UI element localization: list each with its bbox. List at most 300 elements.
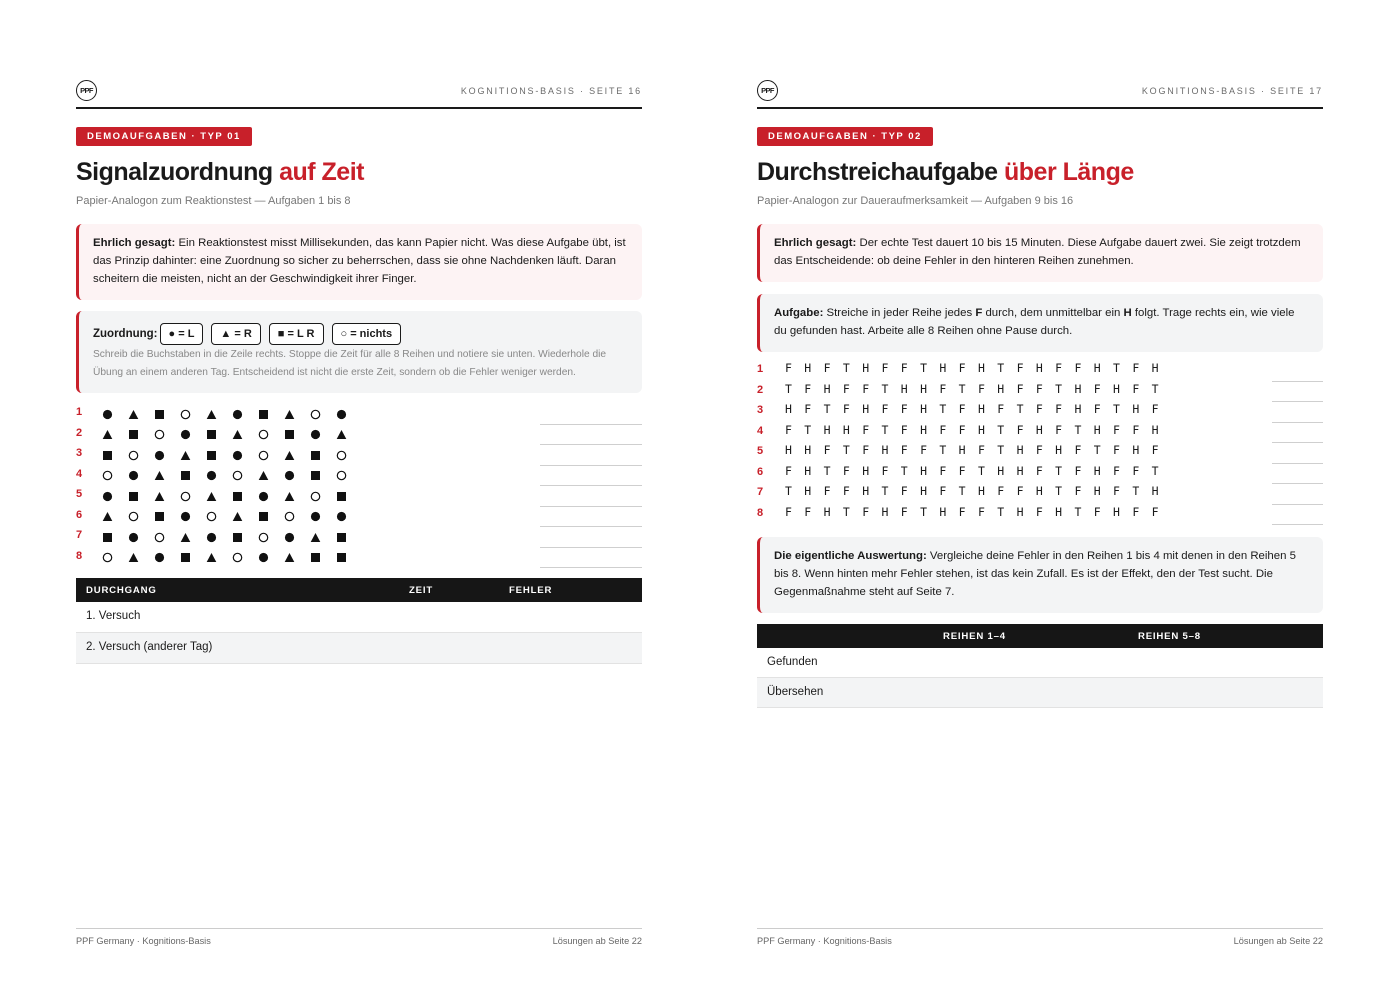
square-icon (180, 466, 206, 486)
square-icon (284, 425, 310, 445)
task-text-1: Streiche in jeder Reihe jedes (823, 307, 976, 319)
letter[interactable]: F (1093, 504, 1101, 519)
letter[interactable]: H (1074, 381, 1082, 396)
letter[interactable]: H (997, 381, 1005, 396)
letter[interactable]: H (785, 402, 792, 416)
ppf-logo: PPF (757, 80, 778, 101)
letter[interactable]: T (997, 361, 1005, 375)
row-number: 6 (757, 465, 764, 478)
letter[interactable]: T (842, 361, 850, 375)
circle-filled-icon (128, 527, 154, 547)
letter[interactable]: F (958, 361, 966, 375)
chip-square: ■ = L R (269, 323, 324, 345)
table-header (76, 578, 642, 602)
letter[interactable]: F (1055, 361, 1063, 375)
circle-filled-icon (336, 404, 362, 424)
letter[interactable]: F (1151, 402, 1159, 416)
letter-row (757, 382, 1323, 403)
letter[interactable]: T (997, 422, 1005, 437)
letter[interactable]: H (804, 463, 812, 478)
letter[interactable]: H (1093, 361, 1101, 375)
letter[interactable]: H (862, 361, 870, 375)
circle-filled-icon (232, 404, 258, 424)
circle-empty-icon (180, 486, 206, 506)
symbol-row (76, 404, 642, 425)
note-text: Ein Reaktionstest misst Millisekunden, das kann Papier nicht. Was diese Aufgabe übt, ist das Prinzip dahinter: eine Zuordnung so sicher zu beherrschen, dass sie ohne Nachdenken läuft. Daran scheitern die meisten, nicht an der Geschwindigkeit ihrer Finger. (93, 237, 626, 285)
letter[interactable]: H (1132, 443, 1140, 457)
row-number: 3 (76, 447, 83, 459)
letter[interactable]: F (862, 381, 870, 396)
circle-empty-icon (154, 425, 180, 445)
letter[interactable]: H (804, 361, 812, 375)
letter[interactable]: F (920, 443, 928, 457)
square-icon (310, 445, 336, 465)
letter[interactable]: F (900, 484, 908, 498)
letter[interactable]: T (958, 381, 966, 396)
letter[interactable]: H (804, 443, 812, 457)
circle-empty-icon (206, 507, 232, 527)
letter[interactable]: H (1132, 402, 1140, 416)
triangle-icon (154, 486, 180, 506)
letter-sequence (785, 361, 1171, 375)
letter[interactable]: H (1055, 443, 1063, 457)
letter[interactable]: F (785, 422, 792, 437)
letter[interactable]: T (881, 381, 889, 396)
letter[interactable]: T (1055, 484, 1063, 498)
letter[interactable]: T (939, 402, 947, 416)
triangle-icon (102, 425, 128, 445)
symbol-row (76, 527, 642, 548)
letter[interactable]: T (785, 484, 792, 498)
letter[interactable]: F (958, 422, 966, 437)
letter[interactable]: F (1151, 504, 1159, 519)
letter[interactable]: F (1093, 381, 1101, 396)
letter[interactable]: H (958, 443, 966, 457)
triangle-icon (102, 507, 128, 527)
square-icon (336, 486, 362, 506)
letter[interactable]: F (958, 402, 966, 416)
letter[interactable]: H (920, 484, 928, 498)
letter[interactable]: H (1035, 422, 1043, 437)
row-number: 4 (757, 424, 764, 437)
circle-filled-icon (258, 548, 284, 568)
letter[interactable]: T (1113, 402, 1120, 416)
row-number: 8 (76, 549, 83, 562)
letter[interactable]: F (977, 443, 985, 457)
circle-empty-icon (336, 445, 362, 465)
footer-right: Lösungen ab Seite 22 (1233, 936, 1323, 946)
letter[interactable]: F (1113, 484, 1120, 498)
letter[interactable]: F (1093, 402, 1101, 416)
circle-filled-icon (310, 425, 336, 445)
note-label: Ehrlich gesagt: (93, 237, 176, 249)
letter[interactable]: T (1074, 422, 1082, 437)
letter[interactable]: H (939, 504, 947, 519)
letter[interactable]: F (939, 422, 947, 437)
letter[interactable]: H (1113, 504, 1120, 519)
square-icon (180, 548, 206, 568)
symbol-row (76, 486, 642, 507)
triangle-icon (180, 445, 206, 465)
task-box (757, 294, 1323, 352)
square-icon (128, 425, 154, 445)
col-durchgang: DURCHGANG (86, 585, 157, 596)
letter[interactable]: H (1016, 463, 1024, 478)
symbol-sequence (102, 548, 362, 568)
circle-filled-icon (336, 507, 362, 527)
result-table (757, 624, 1323, 708)
letter-sequence (785, 464, 1171, 478)
letter[interactable]: F (842, 463, 850, 478)
letter[interactable]: F (1016, 381, 1024, 396)
letter[interactable]: T (1055, 463, 1063, 478)
row-number: 6 (76, 508, 83, 521)
letter[interactable]: H (977, 361, 985, 375)
letter[interactable]: F (939, 463, 947, 478)
letter[interactable]: T (997, 504, 1005, 519)
letter[interactable]: T (1132, 484, 1140, 498)
letter[interactable]: F (804, 381, 812, 396)
letter[interactable]: F (842, 381, 850, 396)
letter[interactable]: F (1016, 361, 1024, 375)
letter[interactable]: T (920, 504, 928, 519)
square-icon (310, 466, 336, 486)
circle-empty-icon (258, 445, 284, 465)
square-icon (258, 507, 284, 527)
row-number: 8 (757, 506, 764, 519)
table-header (757, 624, 1323, 648)
letter[interactable]: H (881, 504, 889, 519)
letter[interactable]: F (997, 484, 1005, 498)
circle-empty-icon (102, 548, 128, 568)
letter[interactable]: T (785, 381, 792, 396)
letter[interactable]: F (1055, 422, 1063, 437)
letter[interactable]: F (1035, 504, 1043, 519)
symbol-sequence (102, 486, 362, 506)
letter[interactable]: H (1093, 422, 1101, 437)
letter[interactable]: H (920, 381, 928, 396)
note-label: Ehrlich gesagt: (774, 237, 857, 249)
mapping-instructions: Schreib die Buchstaben in die Zeile rechts. Stoppe die Zeit für alle 8 Reihen und notiere sie unten. Wiederhole die Übung an einem anderen Tag. Entscheidend ist nicht die erste Zeit, sondern ob die Fehler weniger werden. (93, 349, 607, 378)
letter[interactable]: H (1055, 504, 1063, 519)
letter[interactable]: H (823, 422, 831, 437)
title-main: Durchstreichaufgabe (757, 158, 1005, 186)
page-title (757, 158, 1134, 187)
count-line[interactable] (1272, 524, 1323, 525)
letter[interactable]: T (1151, 463, 1159, 478)
letter[interactable]: H (920, 402, 928, 416)
table-row (757, 648, 1323, 678)
header-page-label: KOGNITIONS-BASIS · SEITE 17 (1141, 86, 1323, 96)
letter[interactable]: H (881, 443, 889, 457)
letter[interactable]: F (1074, 443, 1082, 457)
letter[interactable]: F (1074, 463, 1082, 478)
letter[interactable]: F (977, 381, 985, 396)
task-letter-f: F (975, 307, 983, 319)
honesty-note (76, 224, 642, 300)
letter[interactable]: T (881, 484, 889, 498)
letter[interactable]: F (785, 463, 792, 478)
letter[interactable]: F (823, 484, 831, 498)
letter[interactable]: H (842, 422, 850, 437)
letter[interactable]: H (900, 381, 908, 396)
letter[interactable]: F (900, 504, 908, 519)
triangle-icon (232, 507, 258, 527)
letter[interactable]: H (1016, 504, 1024, 519)
table-row (757, 678, 1323, 708)
square-icon (232, 527, 258, 547)
letter[interactable]: F (958, 504, 966, 519)
letter[interactable]: F (1074, 361, 1082, 375)
task-letter-h: H (1123, 307, 1132, 319)
letter[interactable]: T (823, 402, 831, 416)
letter[interactable]: F (1113, 443, 1120, 457)
page-header (76, 78, 642, 109)
letter[interactable]: F (862, 443, 870, 457)
section-tag: DEMOAUFGABEN · TYP 02 (757, 127, 933, 146)
note-text: Der echte Test dauert 10 bis 15 Minuten. Diese Aufgabe dauert zwei. Sie zeigt trotzdem das Entscheidende: ob deine Fehler in den hinteren Reihen zunehmen. (774, 237, 1301, 267)
letter[interactable]: H (1113, 381, 1120, 396)
letter[interactable]: H (977, 484, 985, 498)
chip-circle-empty: ○ = nichts (332, 323, 402, 345)
answer-line[interactable] (540, 567, 642, 568)
letter[interactable]: F (1132, 463, 1140, 478)
letter-row (757, 423, 1323, 444)
circle-filled-icon (206, 527, 232, 547)
square-icon (310, 548, 336, 568)
letter[interactable]: H (823, 381, 831, 396)
page-title (76, 158, 364, 187)
letter[interactable]: T (881, 422, 889, 437)
circle-empty-icon (154, 527, 180, 547)
triangle-icon (206, 486, 232, 506)
symbol-row (76, 507, 642, 528)
letter[interactable]: H (939, 361, 947, 375)
letter[interactable]: F (900, 361, 908, 375)
col-reihen-5-8: REIHEN 5–8 (1138, 631, 1201, 642)
row-label: Übersehen (767, 686, 824, 698)
circle-filled-icon (284, 527, 310, 547)
circle-empty-icon (180, 404, 206, 424)
letter[interactable]: T (1093, 443, 1101, 457)
letter[interactable]: T (1074, 504, 1082, 519)
circle-empty-icon (128, 507, 154, 527)
letter[interactable]: F (1132, 381, 1140, 396)
symbol-sequence (102, 527, 362, 547)
letter[interactable]: H (1035, 484, 1043, 498)
letter[interactable]: T (920, 361, 928, 375)
letter[interactable]: T (804, 422, 812, 437)
circle-filled-icon (102, 404, 128, 424)
letter[interactable]: F (1035, 463, 1043, 478)
letter[interactable]: H (1151, 361, 1159, 375)
letter[interactable]: F (1132, 361, 1140, 375)
letter[interactable]: T (842, 504, 850, 519)
letter[interactable]: H (1151, 484, 1159, 498)
letter[interactable]: F (1113, 463, 1120, 478)
symbol-row (76, 445, 642, 466)
letter[interactable]: T (958, 484, 966, 498)
chip-circle-filled: ● = L (160, 323, 204, 345)
letter[interactable]: F (823, 443, 831, 457)
row-label: Gefunden (767, 656, 818, 668)
circle-filled-icon (180, 425, 206, 445)
page-17 (757, 0, 1323, 999)
circle-filled-icon (102, 486, 128, 506)
letter[interactable]: F (804, 402, 812, 416)
letter[interactable]: H (997, 463, 1005, 478)
circle-filled-icon (258, 486, 284, 506)
square-icon (102, 445, 128, 465)
letter[interactable]: F (939, 381, 947, 396)
letter[interactable]: F (1132, 422, 1140, 437)
letter[interactable]: T (1055, 381, 1063, 396)
letter[interactable]: F (823, 361, 831, 375)
letter[interactable]: H (862, 484, 870, 498)
letter[interactable]: F (900, 422, 908, 437)
row-number: 2 (76, 426, 83, 439)
row-number: 5 (757, 445, 764, 457)
letter[interactable]: T (977, 463, 985, 478)
circle-empty-icon (336, 466, 362, 486)
letter[interactable]: T (1151, 381, 1159, 396)
letter[interactable]: F (881, 361, 889, 375)
letter[interactable]: H (1035, 361, 1043, 375)
letter-sequence (785, 505, 1171, 519)
footer-left: PPF Germany · Kognitions-Basis (76, 936, 211, 946)
square-icon (232, 486, 258, 506)
letter[interactable]: F (1035, 402, 1043, 416)
letter[interactable]: F (977, 504, 985, 519)
letter[interactable]: T (900, 463, 908, 478)
letter[interactable]: H (1093, 484, 1101, 498)
footer-left: PPF Germany · Kognitions-Basis (757, 936, 892, 946)
letter[interactable]: F (804, 504, 812, 519)
letter[interactable]: F (1132, 504, 1140, 519)
letter[interactable]: H (823, 504, 831, 519)
task-label: Aufgabe: (774, 307, 824, 319)
letter[interactable]: H (1016, 443, 1024, 457)
letter[interactable]: F (862, 422, 870, 437)
row-number: 7 (757, 486, 764, 498)
letter[interactable]: F (881, 402, 889, 416)
symbol-row (76, 548, 642, 569)
letter[interactable]: T (823, 463, 831, 478)
letter[interactable]: F (1035, 381, 1043, 396)
letter-sequence (785, 443, 1171, 457)
page-subtitle: Papier-Analogon zur Daueraufmerksamkeit — Aufgaben 9 bis 16 (757, 195, 1074, 207)
letter-rows (757, 361, 1323, 525)
letter[interactable]: H (920, 422, 928, 437)
letter[interactable]: F (900, 402, 908, 416)
circle-filled-icon (232, 445, 258, 465)
square-icon (336, 527, 362, 547)
letter[interactable]: F (939, 484, 947, 498)
letter[interactable]: F (1074, 484, 1082, 498)
letter[interactable]: T (842, 443, 850, 457)
letter[interactable]: F (1055, 402, 1063, 416)
letter-sequence (785, 402, 1171, 416)
letter[interactable]: F (842, 484, 850, 498)
letter[interactable]: F (785, 504, 792, 519)
page-header (757, 78, 1323, 109)
letter[interactable]: F (958, 463, 966, 478)
letter[interactable]: H (804, 484, 812, 498)
letter[interactable]: T (939, 443, 947, 457)
square-icon (128, 486, 154, 506)
letter[interactable]: T (1016, 402, 1024, 416)
evaluation-box (757, 537, 1323, 613)
eval-label: Die eigentliche Auswertung: (774, 550, 927, 562)
circle-filled-icon (180, 507, 206, 527)
circle-empty-icon (258, 425, 284, 445)
table-row (76, 633, 642, 664)
col-fehler: FEHLER (509, 585, 553, 596)
triangle-icon (180, 527, 206, 547)
mapping-legend (93, 322, 628, 346)
letter[interactable]: T (1113, 361, 1120, 375)
triangle-icon (232, 425, 258, 445)
letter[interactable]: H (920, 463, 928, 478)
letter[interactable]: F (997, 402, 1005, 416)
col-reihen-1-4: REIHEN 1–4 (943, 631, 1006, 642)
letter[interactable]: H (862, 402, 870, 416)
letter-sequence (785, 423, 1171, 437)
letter[interactable]: H (1074, 402, 1082, 416)
letter-row (757, 484, 1323, 505)
mapping-label: Zuordnung: (93, 328, 158, 340)
letter[interactable]: F (900, 443, 908, 457)
letter[interactable]: F (785, 361, 792, 375)
square-icon (258, 404, 284, 424)
title-accent: auf Zeit (279, 158, 364, 186)
letter[interactable]: H (977, 422, 985, 437)
task-text-3: folgt. Trage rechts ein, wie viele du gefunden hast. Arbeite alle 8 Reihen ohne Pause durch. (774, 307, 1295, 337)
letter[interactable]: F (1035, 443, 1043, 457)
symbol-sequence (102, 466, 362, 486)
honesty-note (757, 224, 1323, 282)
letter[interactable]: H (1151, 422, 1159, 437)
letter[interactable]: F (862, 504, 870, 519)
letter[interactable]: F (1016, 484, 1024, 498)
letter-row (757, 464, 1323, 485)
letter[interactable]: F (842, 402, 850, 416)
page-16 (76, 0, 642, 999)
letter[interactable]: F (1113, 422, 1120, 437)
letter[interactable]: H (1093, 463, 1101, 478)
table-row (76, 602, 642, 633)
triangle-icon (128, 404, 154, 424)
page-subtitle: Papier-Analogon zum Reaktionstest — Aufgaben 1 bis 8 (76, 195, 351, 207)
letter[interactable]: H (785, 443, 792, 457)
square-icon (206, 445, 232, 465)
footer-right: Lösungen ab Seite 22 (552, 936, 642, 946)
title-main: Signalzuordnung (76, 158, 280, 186)
letter[interactable]: T (997, 443, 1005, 457)
letter[interactable]: F (1016, 422, 1024, 437)
triangle-icon (154, 466, 180, 486)
letter[interactable]: F (1151, 443, 1159, 457)
letter-row (757, 402, 1323, 423)
letter[interactable]: H (862, 463, 870, 478)
letter[interactable]: H (977, 402, 985, 416)
triangle-icon (336, 425, 362, 445)
square-icon (336, 548, 362, 568)
row-number: 2 (757, 383, 764, 396)
triangle-icon (128, 548, 154, 568)
attempt-table (76, 578, 642, 664)
letter[interactable]: F (881, 463, 889, 478)
